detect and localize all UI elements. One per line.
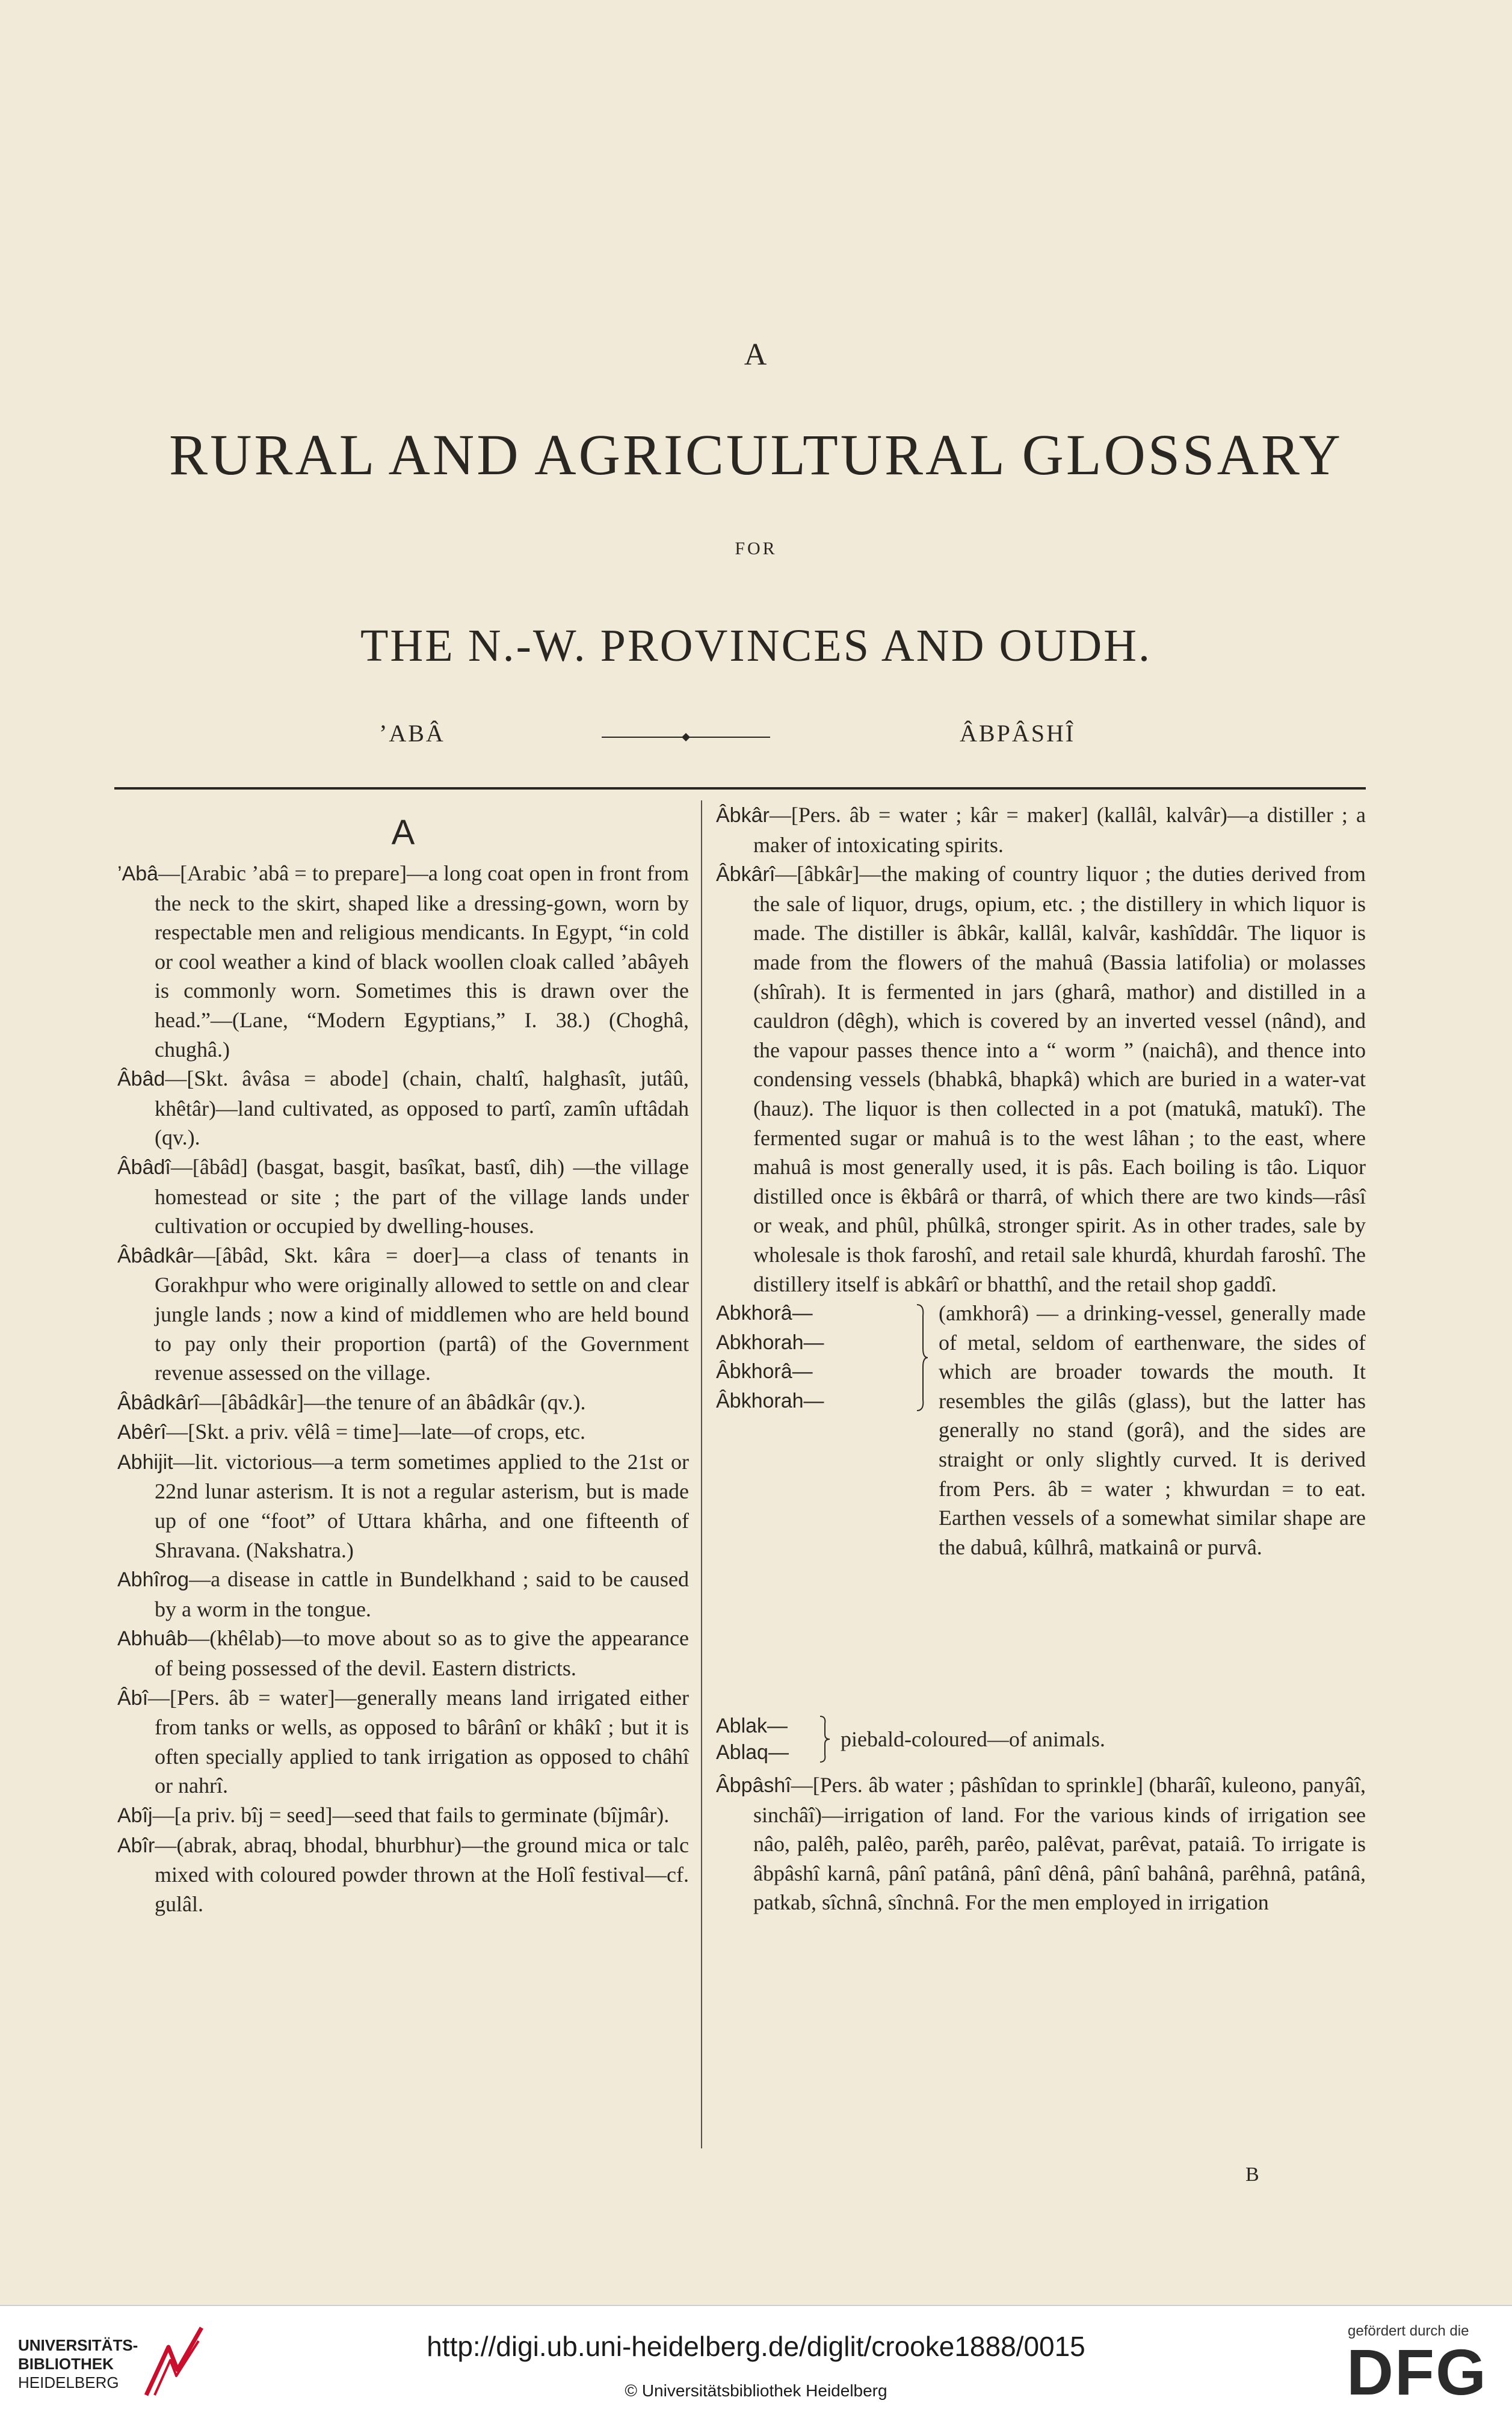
subtitle: THE N.-W. PROVINCES AND OUDH. — [360, 620, 1152, 671]
headword: Âbpâshî — [716, 1774, 791, 1798]
headword: Âbkârî — [716, 863, 776, 886]
headword: Abîr — [117, 1834, 155, 1857]
copyright-notice: © Universitätsbibliothek Heidelberg — [625, 2381, 887, 2400]
entry-text: —[Arabic ’abâ = to prepare]—a long coat open in front from the neck to the skirt, shaped like a dressing-gown, worn by respectable men and religious mendicants. In Egypt, “in cold or cool weather a kind of black woollen cloak called ’abâyeh is commonly worn. Sometimes this is drawn over the head.”—(Lane, “Modern Egyptians,” I. 38.) (Choghâ, chughâ.) — [155, 861, 689, 1062]
entry-abi — [117, 1683, 689, 1801]
headword: Abêrî — [117, 1421, 167, 1444]
library-line: UNIVERSITÄTS- — [18, 2336, 138, 2354]
entry-abir — [117, 1831, 689, 1919]
entry-text: (amkhorâ) — a drinking-vessel, generally made of metal, seldom of earthenware, the sides of which are broader towards the mouth. It resembles the gilâs (glass), but the latter has generally no stand (gorâ), and the sides are straight or only slightly curved. It is derived from Pers. âb = water ; khwurdan = to eat. Earthen vessels of a somewhat similar shape are the dabuâ, kûlhrâ, matkainâ or purvâ. — [939, 1301, 1366, 1559]
brace-icon — [915, 1303, 929, 1412]
main-title: RURAL AND AGRICULTURAL GLOSSARY — [169, 422, 1343, 487]
entry-text: —[Skt. âvâsa = abode] (chain, chaltî, halghasît, jutâû, khêtâr)—land cultivated, as opposed to partî, zamîn uftâdah (qv.). — [155, 1066, 689, 1150]
library-line: HEIDELBERG — [18, 2373, 119, 2392]
headword: Âbkâr — [716, 804, 770, 827]
entry-text: —a disease in cattle in Bundelkhand ; said to be caused by a worm in the tongue. — [155, 1567, 689, 1621]
entry-aberi — [117, 1417, 689, 1447]
headword: Abkhorâ— — [716, 1302, 813, 1325]
entry-abadi — [117, 1152, 689, 1241]
headword: Âbkhorâ— — [716, 1360, 813, 1384]
entry-abij — [117, 1801, 689, 1831]
right-column — [716, 800, 1366, 1917]
headword: Abîj — [117, 1804, 153, 1827]
headword: Âbâd — [117, 1068, 165, 1091]
entry-abpashi — [716, 1770, 1366, 1917]
header-rule — [114, 787, 1366, 790]
headword: Abhuâb — [117, 1627, 188, 1651]
title-letter: A — [744, 338, 768, 372]
viewer-footer — [0, 2305, 1512, 2421]
signature-mark: B — [1245, 2163, 1259, 2186]
title-for: FOR — [735, 539, 777, 558]
running-head-left: ’ABÂ — [379, 720, 445, 747]
section-letter: A — [391, 813, 415, 852]
entry-text: —[Skt. a priv. vêlâ = time]—late—of crops, etc. — [166, 1420, 586, 1444]
entry-text: —[âbâd, Skt. kâra = doer]—a class of tenants in Gorakhpur who were originally allowed to settle on and clear jungle lands ; now a kind of middlemen who are held bound to pay only their proportion (partâ) of the Government revenue assessed on the village. — [155, 1243, 689, 1385]
headword: Âbâdkâr — [117, 1244, 194, 1267]
entry-abkhora-group — [716, 1299, 1366, 1708]
entry-text: —[Pers. âb = water]—generally means land irrigated either from tanks or wells, as opposed to bârânî or khâkî ; but it is often specially applied to tank irrigation as opposed to châhî or nahrî. — [148, 1685, 689, 1798]
headword: Abkhorah— — [716, 1331, 824, 1354]
left-column — [117, 800, 689, 1919]
entry-text: —(khêlab)—to move about so as to give the appearance of being possessed of the devil. Eastern districts. — [155, 1626, 689, 1681]
entry-text: —[âbâd] (basgat, basgit, basîkat, bastî, dih) —the village homestead or site ; the part of the village lands under cultivation or occupied by dwelling-houses. — [155, 1154, 689, 1238]
headword: Abhijit — [117, 1450, 173, 1474]
entry-abkari — [716, 859, 1366, 1299]
entry-text: —(abrak, abraq, bhodal, bhurbhur)—the ground mica or talc mixed with coloured powder thrown at the Holî festival—cf. gulâl. — [155, 1832, 689, 1916]
headword: ’Abâ — [117, 862, 159, 885]
sponsor-label: gefördert durch die — [1348, 2323, 1469, 2339]
entry-abad — [117, 1064, 689, 1152]
entry-text: —[Pers. âb = water ; kâr = maker] (kallâl, kalvâr)—a distiller ; a maker of intoxicating spirits. — [753, 803, 1366, 857]
entry-abadkari — [117, 1388, 689, 1418]
entry-text: —[Pers. âb water ; pâshîdan to sprinkle] (bharâî, kuleono, panyâî, sinchâî)—irrigation of land. For the various kinds of irrigation see nâo, palêh, palêo, parêh, parêo, palêvat, parêvat, pataiâ. To irrigate is âbpâshî karnâ, pânî patânâ, pânî dênâ, pânî bahânâ, parêhnâ, patânâ, patkab, sîchnâ, sînchnâ. For the men employed in irrigation — [753, 1773, 1366, 1915]
entry-abadkar — [117, 1241, 689, 1388]
headword-group — [716, 1299, 915, 1415]
entry-abkar — [716, 800, 1366, 859]
entry-aba — [117, 859, 689, 1064]
entry-abhijit — [117, 1447, 689, 1565]
headword: Âbî — [117, 1686, 149, 1710]
headword-group — [716, 1713, 815, 1766]
headword: Âbâdî — [117, 1155, 171, 1179]
headword: Ablaq— — [716, 1741, 789, 1764]
entry-text: —[âbâdkâr]—the tenure of an âbâdkâr (qv.). — [199, 1390, 586, 1414]
running-head-right: ÂBPÂSHÎ — [960, 720, 1076, 747]
dfg-logo: DFG — [1347, 2336, 1487, 2408]
headword: Âbâdkârî — [117, 1391, 200, 1414]
headword: Abhîrog — [117, 1568, 190, 1592]
column-divider — [701, 800, 702, 2148]
entry-abhirog — [117, 1565, 689, 1624]
brace-icon — [818, 1715, 832, 1763]
library-line: BIBLIOTHEK — [18, 2355, 114, 2373]
entry-text: —[a priv. bîj = seed]—seed that fails to germinate (bîjmâr). — [152, 1803, 670, 1827]
entry-text: —[âbkâr]—the making of country liquor ; the duties derived from the sale of liquor, drugs, opium, etc. ; the distillery in which liquor is made. The distiller is âbkâr, kallâl, kalvâr, kashîddâr. The liquor is made from the flowers of the mahuâ (Bassia latifolia) or molasses (shîrah). It is fermented in jars (gharâ, mathor) and distilled in a cauldron (dêgh), which is covered by an inverted vessel (nând), and the vapour passes thence into a “ worm ” (naichâ), and thence into condensing vessels (bhabkâ, bhapkâ) which are buried in a water-vat (hauz). The liquor is then collected in a pot (matukâ, matukî). The fermented sugar or mahuâ is to the west lâhan ; to the east, where mahuâ is most generally used, it is pâs. Each boiling is tâo. Liquor distilled once is êkbârâ or tharrâ, of which there are two kinds—râsî or weak, and phûl, phûlkâ, stronger spirit. As in other trades, sale by wholesale is thok faroshî, and retail sale khurdâ, khurdah faroshî. The distillery itself is abkârî or bhatthî, and the retail shop gaddî. — [753, 862, 1366, 1296]
ornament-divider — [602, 731, 770, 743]
headword: Ablak— — [716, 1714, 788, 1738]
entry-text: —lit. victorious—a term sometimes applied to the 21st or 22nd lunar asterism. It is not a regular asterism, but is made up of one “foot” of Uttara khârha, and one fifteenth of Shravana. (Nakshatra.) — [155, 1449, 689, 1562]
headword: Âbkhorah— — [716, 1389, 824, 1412]
entry-abhuab — [117, 1624, 689, 1683]
entry-text: piebald-coloured—of animals. — [841, 1727, 1105, 1752]
entry-ablak-group — [716, 1713, 1366, 1766]
permalink-url[interactable]: http://digi.ub.uni-heidelberg.de/diglit/crooke1888/0015 — [427, 2331, 1085, 2362]
